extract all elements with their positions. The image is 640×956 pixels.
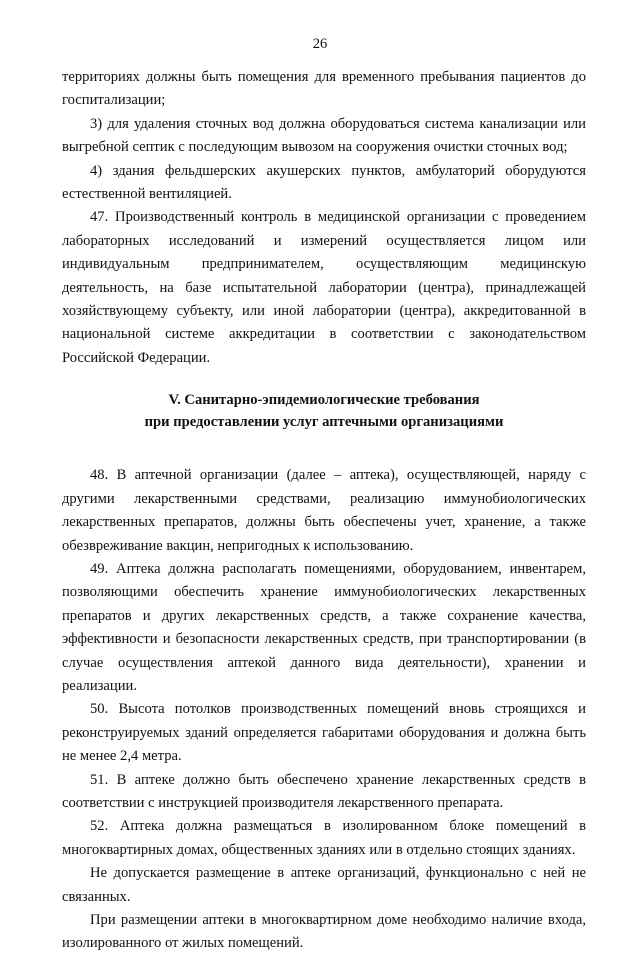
paragraph-item-3: 3) для удаления сточных вод должна оборудоваться система канализации или выгребной септик с последующим вывозом на сооружения очистки сточных вод;	[62, 115, 586, 156]
document-body	[62, 66, 586, 956]
section-heading-line-1: V. Санитарно-эпидемиологические требования	[168, 392, 480, 409]
page-number: 26	[312, 36, 328, 52]
section-heading	[62, 389, 586, 433]
paragraph-48: 48. В аптечной организации (далее – аптека), осуществляющей, наряду с другими лекарственными средствами, реализацию иммунобиологических лекарственных препаратов, должны быть обеспечены учет, хранение, а также обезвреживание вакцин, непригодных к использованию.	[62, 467, 586, 554]
paragraph-50: 50. Высота потолков производственных помещений вновь строящихся и реконструируемых зданий определяется габаритами оборудования и должна быть не менее 2,4 метра.	[62, 701, 586, 765]
paragraph-47: 47. Производственный контроль в медицинской организации с проведением лабораторных исследований и измерений осуществляется лицом или индивидуальным предпринимателем, осуществляющим медицинскую деятельность, на базе испытательной лаборатории (центра), принадлежащей хозяйствующему субъекту, или иной лаборатории (центра), аккредитованной в национальной системе аккредитации в соответствии с законодательством Российской Федерации.	[62, 209, 586, 366]
paragraph-item-4: 4) здания фельдшерских акушерских пунктов, амбулаторий оборудуются естественной вентиляцией.	[62, 162, 586, 203]
paragraph-49: 49. Аптека должна располагать помещениями, оборудованием, инвентарем, позволяющими обеспечить хранение иммунобиологических лекарственных препаратов и других лекарственных средств, а также сохранение качества, эффективности и безопасности лекарственных средств, при транспортировании (в случае осуществления аптекой данного вида деятельности), хранении и реализации.	[62, 560, 586, 694]
paragraph-51: 51. В аптеке должно быть обеспечено хранение лекарственных средств в соответствии с инструкцией производителя лекарственного препарата.	[62, 771, 586, 811]
paragraph-52-entrance: При размещении аптеки в многоквартирном доме необходимо наличие входа, изолированного от жилых помещений.	[62, 912, 586, 952]
section-heading-line-2: при предоставлении услуг аптечными организациями	[144, 414, 504, 431]
paragraph-52-restriction: Не допускается размещение в аптеке организаций, функционально с ней не связанных.	[62, 865, 586, 905]
paragraph-52: 52. Аптека должна размещаться в изолированном блоке помещений в многоквартирных домах, общественных зданиях или в отдельно стоящих зданиях.	[62, 818, 586, 858]
paragraph-continuation: территориях должны быть помещения для временного пребывания пациентов до госпитализации;	[62, 69, 586, 109]
